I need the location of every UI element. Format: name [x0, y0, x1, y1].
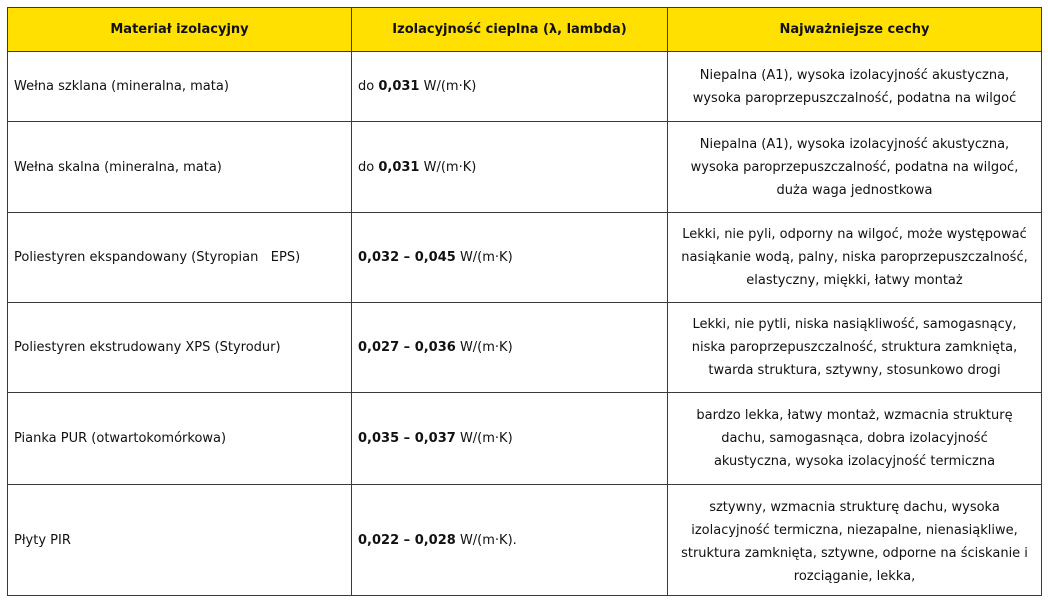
table-row: [8, 485, 1042, 596]
lambda-unit: W/(m·K).: [455, 532, 517, 548]
material-cell: Wełna skalna (mineralna, mata): [8, 122, 352, 213]
table-header: [8, 8, 1042, 52]
header-lambda: Izolacyjność cieplna (λ, lambda): [352, 8, 668, 52]
table-row: [8, 303, 1042, 393]
lambda-unit: W/(m·K): [419, 159, 477, 175]
lambda-separator: –: [399, 340, 415, 355]
material-cell: Wełna szklana (mineralna, mata): [8, 52, 352, 122]
insulation-comparison-table: [7, 7, 1042, 596]
lambda-low: 0,031: [378, 159, 420, 175]
lambda-prefix: do: [358, 79, 379, 94]
table-row: [8, 393, 1042, 485]
lambda-separator: –: [399, 431, 415, 446]
lambda-unit: W/(m·K): [419, 79, 477, 94]
table-body: [8, 52, 1042, 596]
lambda-low: 0,022: [358, 532, 400, 548]
material-cell: Płyty PIR: [8, 485, 352, 596]
features-cell: Lekki, nie pytli, niska nasiąkliwość, samogasnący, niska paroprzepuszczalność, struktura zamknięta, twarda struktura, sztywny, stosunkowo drogi: [668, 303, 1042, 393]
lambda-unit: W/(m·K): [455, 431, 513, 446]
table-row: [8, 52, 1042, 122]
lambda-cell: [352, 122, 668, 213]
lambda-low: 0,035: [358, 431, 400, 446]
lambda-unit: W/(m·K): [455, 340, 513, 355]
lambda-cell: [352, 52, 668, 122]
lambda-separator: –: [399, 532, 415, 548]
header-material: Materiał izolacyjny: [8, 8, 352, 52]
table-row: [8, 122, 1042, 213]
lambda-high: 0,036: [414, 340, 456, 355]
features-cell: bardzo lekka, łatwy montaż, wzmacnia strukturę dachu, samogasnąca, dobra izolacyjność akustyczna, wysoka izolacyjność termiczna: [668, 393, 1042, 485]
features-cell: Lekki, nie pyli, odporny na wilgoć, może występować nasiąkanie wodą, palny, niska paroprzepuszczalność, elastyczny, miękki, łatwy montaż: [668, 213, 1042, 303]
lambda-high: 0,037: [414, 431, 456, 446]
lambda-low: 0,031: [378, 79, 420, 94]
header-row: [8, 8, 1042, 52]
lambda-unit: W/(m·K): [455, 250, 513, 265]
lambda-cell: [352, 303, 668, 393]
material-cell: Pianka PUR (otwartokomórkowa): [8, 393, 352, 485]
features-cell: Niepalna (A1), wysoka izolacyjność akustyczna, wysoka paroprzepuszczalność, podatna na wilgoć: [668, 52, 1042, 122]
header-features: Najważniejsze cechy: [668, 8, 1042, 52]
lambda-cell: [352, 485, 668, 596]
lambda-low: 0,027: [358, 340, 400, 355]
material-cell: Poliestyren ekspandowany (Styropian EPS): [8, 213, 352, 303]
lambda-prefix: do: [358, 159, 379, 175]
lambda-cell: [352, 213, 668, 303]
features-cell: Niepalna (A1), wysoka izolacyjność akustyczna, wysoka paroprzepuszczalność, podatna na wilgoć, duża waga jednostkowa: [668, 122, 1042, 213]
lambda-separator: –: [399, 250, 415, 265]
features-cell: sztywny, wzmacnia strukturę dachu, wysoka izolacyjność termiczna, niezapalne, nienasiąkliwe, struktura zamknięta, sztywne, odporne na ściskanie i rozciąganie, lekka,: [668, 485, 1042, 596]
lambda-high: 0,045: [414, 250, 456, 265]
lambda-low: 0,032: [358, 250, 400, 265]
material-cell: Poliestyren ekstrudowany XPS (Styrodur): [8, 303, 352, 393]
lambda-high: 0,028: [414, 532, 456, 548]
table-row: [8, 213, 1042, 303]
lambda-cell: [352, 393, 668, 485]
